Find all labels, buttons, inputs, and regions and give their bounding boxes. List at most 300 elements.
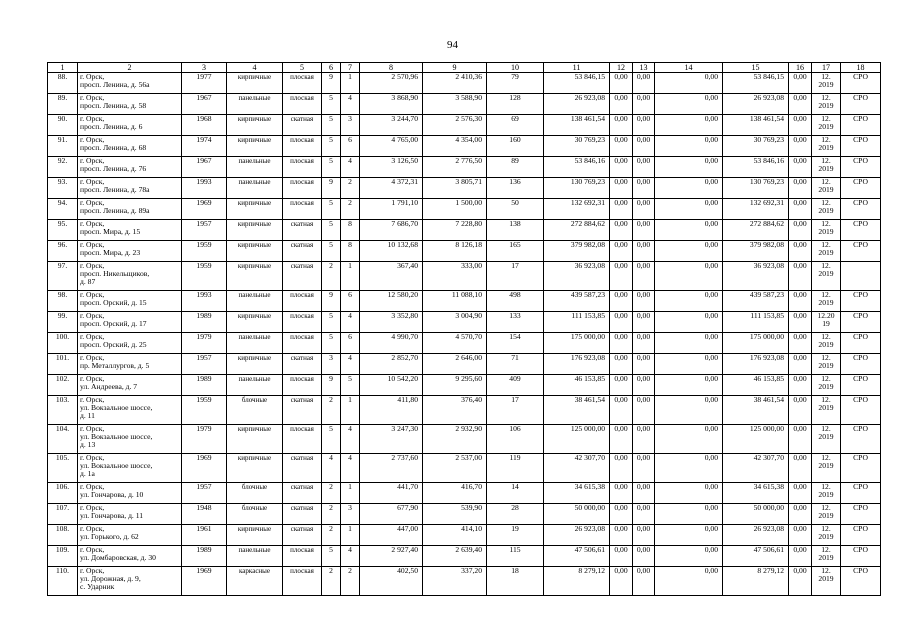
cost-cell: 0,00: [610, 483, 633, 504]
year-cell: 1957: [182, 220, 227, 241]
total-area-cell: 4 990,70: [360, 333, 423, 354]
cost-cell: 0,00: [633, 262, 655, 291]
total-area-cell: 3 352,80: [360, 312, 423, 333]
method-cell: СРО: [841, 375, 881, 396]
address-cell: г. Орск, просп. Никельщиков, д. 87: [78, 262, 182, 291]
total-area-cell: 677,90: [360, 504, 423, 525]
owner-funds-cell: 47 506,61: [723, 546, 789, 567]
total-cost-cell: 176 923,08: [544, 354, 610, 375]
owner-funds-cell: 38 461,54: [723, 396, 789, 425]
owner-funds-cell: 46 153,85: [723, 375, 789, 396]
method-cell: СРО: [841, 333, 881, 354]
cost-cell: 0,00: [610, 199, 633, 220]
deadline-cell: 12. 2019: [812, 199, 841, 220]
total-area-cell: 2 737,60: [360, 454, 423, 483]
address-cell: г. Орск, ул. Вокзальное шоссе, д. 1а: [78, 454, 182, 483]
cost-cell: 0,00: [633, 199, 655, 220]
residents-cell: 160: [487, 136, 544, 157]
residents-cell: 50: [487, 199, 544, 220]
cost-cell: 0,00: [789, 354, 812, 375]
housing-table: [47, 62, 881, 596]
living-area-cell: 3 588,90: [423, 94, 487, 115]
entrances-cell: 4: [341, 546, 360, 567]
cost-cell: 0,00: [789, 241, 812, 262]
total-area-cell: 10 542,20: [360, 375, 423, 396]
owner-funds-cell: 53 846,15: [723, 73, 789, 94]
living-area-cell: 2 639,40: [423, 546, 487, 567]
cost-cell: 0,00: [633, 504, 655, 525]
method-cell: СРО: [841, 178, 881, 199]
residents-cell: 119: [487, 454, 544, 483]
floors-cell: 5: [322, 425, 341, 454]
owner-funds-cell: 26 923,08: [723, 94, 789, 115]
total-cost-cell: 50 000,00: [544, 504, 610, 525]
cost-cell: 0,00: [633, 454, 655, 483]
total-area-cell: 3 126,50: [360, 157, 423, 178]
entrances-cell: 1: [341, 396, 360, 425]
living-area-cell: 4 570,70: [423, 333, 487, 354]
address-cell: г. Орск, просп. Ленина, д. 76: [78, 157, 182, 178]
total-area-cell: 2 852,70: [360, 354, 423, 375]
cost-cell: 0,00: [655, 73, 723, 94]
cost-cell: 0,00: [610, 262, 633, 291]
owner-funds-cell: 125 000,00: [723, 425, 789, 454]
roof-type-cell: скатная: [283, 262, 322, 291]
owner-funds-cell: 132 692,31: [723, 199, 789, 220]
floors-cell: 3: [322, 354, 341, 375]
row-number: 101.: [48, 354, 78, 375]
year-cell: 1969: [182, 454, 227, 483]
residents-cell: 165: [487, 241, 544, 262]
roof-type-cell: плоская: [283, 73, 322, 94]
cost-cell: 0,00: [655, 425, 723, 454]
cost-cell: 0,00: [655, 567, 723, 596]
entrances-cell: 2: [341, 199, 360, 220]
address-cell: г. Орск, просп. Ленина, д. 56а: [78, 73, 182, 94]
total-cost-cell: 53 846,16: [544, 157, 610, 178]
cost-cell: 0,00: [610, 504, 633, 525]
floors-cell: 5: [322, 241, 341, 262]
cost-cell: 0,00: [655, 241, 723, 262]
cost-cell: 0,00: [655, 483, 723, 504]
owner-funds-cell: 34 615,38: [723, 483, 789, 504]
cost-cell: 0,00: [789, 546, 812, 567]
cost-cell: 0,00: [789, 178, 812, 199]
floors-cell: 5: [322, 136, 341, 157]
entrances-cell: 1: [341, 525, 360, 546]
table-row: [48, 94, 881, 115]
wall-material-cell: кирпичные: [227, 220, 283, 241]
total-cost-cell: 125 000,00: [544, 425, 610, 454]
column-header: 8: [360, 63, 423, 73]
deadline-cell: 12. 2019: [812, 291, 841, 312]
total-area-cell: 4 372,31: [360, 178, 423, 199]
column-header: 1: [48, 63, 78, 73]
floors-cell: 5: [322, 157, 341, 178]
entrances-cell: 3: [341, 504, 360, 525]
owner-funds-cell: 36 923,08: [723, 262, 789, 291]
owner-funds-cell: 439 587,23: [723, 291, 789, 312]
table-row: [48, 567, 881, 596]
column-header: 2: [78, 63, 182, 73]
method-cell: СРО: [841, 567, 881, 596]
table-row: [48, 262, 881, 291]
owner-funds-cell: 26 923,08: [723, 525, 789, 546]
cost-cell: 0,00: [633, 115, 655, 136]
cost-cell: 0,00: [655, 375, 723, 396]
deadline-cell: 12. 2019: [812, 333, 841, 354]
entrances-cell: 8: [341, 220, 360, 241]
row-number: 97.: [48, 262, 78, 291]
owner-funds-cell: 138 461,54: [723, 115, 789, 136]
row-number: 107.: [48, 504, 78, 525]
column-header: 14: [655, 63, 723, 73]
table-row: [48, 483, 881, 504]
living-area-cell: 3 805,71: [423, 178, 487, 199]
cost-cell: 0,00: [789, 262, 812, 291]
table-row: [48, 136, 881, 157]
table-row: [48, 241, 881, 262]
deadline-cell: 12. 2019: [812, 157, 841, 178]
cost-cell: 0,00: [789, 94, 812, 115]
owner-funds-cell: 30 769,23: [723, 136, 789, 157]
year-cell: 1974: [182, 136, 227, 157]
deadline-cell: 12. 2019: [812, 220, 841, 241]
total-cost-cell: 8 279,12: [544, 567, 610, 596]
total-cost-cell: 30 769,23: [544, 136, 610, 157]
floors-cell: 5: [322, 94, 341, 115]
column-header: 11: [544, 63, 610, 73]
cost-cell: 0,00: [633, 333, 655, 354]
total-cost-cell: 26 923,08: [544, 525, 610, 546]
row-number: 108.: [48, 525, 78, 546]
owner-funds-cell: 130 769,23: [723, 178, 789, 199]
floors-cell: 5: [322, 546, 341, 567]
cost-cell: 0,00: [610, 546, 633, 567]
table-row: [48, 546, 881, 567]
floors-cell: 2: [322, 567, 341, 596]
wall-material-cell: панельные: [227, 546, 283, 567]
total-area-cell: 4 765,00: [360, 136, 423, 157]
roof-type-cell: скатная: [283, 504, 322, 525]
address-cell: г. Орск, просп. Орский, д. 15: [78, 291, 182, 312]
residents-cell: 128: [487, 94, 544, 115]
entrances-cell: 4: [341, 157, 360, 178]
residents-cell: 138: [487, 220, 544, 241]
total-cost-cell: 42 307,70: [544, 454, 610, 483]
deadline-cell: 12. 2019: [812, 396, 841, 425]
cost-cell: 0,00: [655, 312, 723, 333]
roof-type-cell: плоская: [283, 333, 322, 354]
total-area-cell: 411,80: [360, 396, 423, 425]
living-area-cell: 337,20: [423, 567, 487, 596]
cost-cell: 0,00: [789, 454, 812, 483]
roof-type-cell: плоская: [283, 94, 322, 115]
roof-type-cell: плоская: [283, 199, 322, 220]
column-header: 15: [723, 63, 789, 73]
year-cell: 1969: [182, 199, 227, 220]
row-number: 96.: [48, 241, 78, 262]
total-cost-cell: 53 846,15: [544, 73, 610, 94]
cost-cell: 0,00: [655, 291, 723, 312]
year-cell: 1959: [182, 241, 227, 262]
entrances-cell: 4: [341, 454, 360, 483]
total-cost-cell: 38 461,54: [544, 396, 610, 425]
cost-cell: 0,00: [633, 546, 655, 567]
address-cell: г. Орск, просп. Ленина, д. 89а: [78, 199, 182, 220]
residents-cell: 106: [487, 425, 544, 454]
total-cost-cell: 34 615,38: [544, 483, 610, 504]
residents-cell: 28: [487, 504, 544, 525]
residents-cell: 14: [487, 483, 544, 504]
floors-cell: 2: [322, 525, 341, 546]
living-area-cell: 2 776,50: [423, 157, 487, 178]
method-cell: СРО: [841, 136, 881, 157]
total-area-cell: 3 868,90: [360, 94, 423, 115]
floors-cell: 2: [322, 396, 341, 425]
cost-cell: 0,00: [655, 136, 723, 157]
cost-cell: 0,00: [655, 220, 723, 241]
year-cell: 1979: [182, 333, 227, 354]
cost-cell: 0,00: [633, 94, 655, 115]
deadline-cell: 12. 2019: [812, 567, 841, 596]
cost-cell: 0,00: [655, 546, 723, 567]
wall-material-cell: кирпичные: [227, 199, 283, 220]
year-cell: 1989: [182, 546, 227, 567]
table-row: [48, 504, 881, 525]
row-number: 98.: [48, 291, 78, 312]
cost-cell: 0,00: [633, 483, 655, 504]
column-header: 10: [487, 63, 544, 73]
table-row: [48, 199, 881, 220]
residents-cell: 409: [487, 375, 544, 396]
address-cell: г. Орск, ул. Андреева, д. 7: [78, 375, 182, 396]
owner-funds-cell: 272 884,62: [723, 220, 789, 241]
cost-cell: 0,00: [789, 483, 812, 504]
page-number: 94: [447, 39, 458, 51]
residents-cell: 69: [487, 115, 544, 136]
year-cell: 1969: [182, 567, 227, 596]
table-row: [48, 354, 881, 375]
row-number: 110.: [48, 567, 78, 596]
cost-cell: 0,00: [633, 136, 655, 157]
roof-type-cell: плоская: [283, 546, 322, 567]
method-cell: СРО: [841, 546, 881, 567]
total-area-cell: 12 580,20: [360, 291, 423, 312]
cost-cell: 0,00: [610, 157, 633, 178]
address-cell: г. Орск, ул. Дорожная, д. 9, с. Ударник: [78, 567, 182, 596]
residents-cell: 136: [487, 178, 544, 199]
residents-cell: 71: [487, 354, 544, 375]
method-cell: СРО: [841, 73, 881, 94]
total-cost-cell: 175 000,00: [544, 333, 610, 354]
cost-cell: 0,00: [610, 136, 633, 157]
entrances-cell: 6: [341, 136, 360, 157]
residents-cell: 18: [487, 567, 544, 596]
row-number: 99.: [48, 312, 78, 333]
cost-cell: 0,00: [789, 396, 812, 425]
cost-cell: 0,00: [633, 312, 655, 333]
total-cost-cell: 132 692,31: [544, 199, 610, 220]
entrances-cell: 6: [341, 291, 360, 312]
deadline-cell: 12. 2019: [812, 546, 841, 567]
year-cell: 1961: [182, 525, 227, 546]
cost-cell: 0,00: [789, 312, 812, 333]
table-row: [48, 454, 881, 483]
column-header: 13: [633, 63, 655, 73]
cost-cell: 0,00: [789, 333, 812, 354]
floors-cell: 4: [322, 454, 341, 483]
cost-cell: 0,00: [610, 115, 633, 136]
cost-cell: 0,00: [789, 291, 812, 312]
total-cost-cell: 46 153,85: [544, 375, 610, 396]
deadline-cell: 12. 2019: [812, 525, 841, 546]
table-row: [48, 73, 881, 94]
wall-material-cell: кирпичные: [227, 262, 283, 291]
living-area-cell: 376,40: [423, 396, 487, 425]
address-cell: г. Орск, просп. Мира, д. 15: [78, 220, 182, 241]
row-number: 100.: [48, 333, 78, 354]
method-cell: СРО: [841, 425, 881, 454]
cost-cell: 0,00: [789, 220, 812, 241]
year-cell: 1989: [182, 312, 227, 333]
total-cost-cell: 138 461,54: [544, 115, 610, 136]
roof-type-cell: плоская: [283, 312, 322, 333]
entrances-cell: 1: [341, 262, 360, 291]
cost-cell: 0,00: [610, 567, 633, 596]
floors-cell: 9: [322, 178, 341, 199]
total-area-cell: 447,00: [360, 525, 423, 546]
roof-type-cell: плоская: [283, 567, 322, 596]
living-area-cell: 539,90: [423, 504, 487, 525]
total-cost-cell: 111 153,85: [544, 312, 610, 333]
method-cell: СРО: [841, 396, 881, 425]
wall-material-cell: кирпичные: [227, 525, 283, 546]
cost-cell: 0,00: [655, 396, 723, 425]
cost-cell: 0,00: [610, 291, 633, 312]
deadline-cell: 12.20 19: [812, 312, 841, 333]
row-number: 105.: [48, 454, 78, 483]
owner-funds-cell: 8 279,12: [723, 567, 789, 596]
cost-cell: 0,00: [633, 291, 655, 312]
deadline-cell: 12. 2019: [812, 115, 841, 136]
table-row: [48, 291, 881, 312]
total-cost-cell: 439 587,23: [544, 291, 610, 312]
roof-type-cell: скатная: [283, 396, 322, 425]
cost-cell: 0,00: [610, 333, 633, 354]
entrances-cell: 1: [341, 483, 360, 504]
entrances-cell: 2: [341, 567, 360, 596]
address-cell: г. Орск, просп. Ленина, д. 6: [78, 115, 182, 136]
floors-cell: 5: [322, 115, 341, 136]
cost-cell: 0,00: [633, 425, 655, 454]
cost-cell: 0,00: [655, 178, 723, 199]
living-area-cell: 8 126,18: [423, 241, 487, 262]
row-number: 102.: [48, 375, 78, 396]
cost-cell: 0,00: [610, 312, 633, 333]
roof-type-cell: плоская: [283, 136, 322, 157]
cost-cell: 0,00: [633, 220, 655, 241]
wall-material-cell: блочные: [227, 396, 283, 425]
total-cost-cell: 130 769,23: [544, 178, 610, 199]
cost-cell: 0,00: [610, 396, 633, 425]
cost-cell: 0,00: [655, 262, 723, 291]
wall-material-cell: кирпичные: [227, 312, 283, 333]
method-cell: СРО: [841, 291, 881, 312]
residents-cell: 79: [487, 73, 544, 94]
row-number: 95.: [48, 220, 78, 241]
address-cell: г. Орск, пр. Металлургов, д. 5: [78, 354, 182, 375]
table-row: [48, 115, 881, 136]
cost-cell: 0,00: [610, 454, 633, 483]
method-cell: СРО: [841, 504, 881, 525]
year-cell: 1993: [182, 291, 227, 312]
roof-type-cell: плоская: [283, 157, 322, 178]
deadline-cell: 12. 2019: [812, 94, 841, 115]
entrances-cell: 3: [341, 115, 360, 136]
entrances-cell: 5: [341, 375, 360, 396]
total-area-cell: 2 927,40: [360, 546, 423, 567]
year-cell: 1968: [182, 115, 227, 136]
entrances-cell: 8: [341, 241, 360, 262]
total-area-cell: 3 247,30: [360, 425, 423, 454]
year-cell: 1967: [182, 157, 227, 178]
method-cell: СРО: [841, 115, 881, 136]
cost-cell: 0,00: [789, 73, 812, 94]
entrances-cell: 6: [341, 333, 360, 354]
address-cell: г. Орск, ул. Горького, д. 62: [78, 525, 182, 546]
total-area-cell: 3 244,70: [360, 115, 423, 136]
year-cell: 1959: [182, 396, 227, 425]
address-cell: г. Орск, ул. Вокзальное шоссе, д. 11: [78, 396, 182, 425]
roof-type-cell: скатная: [283, 241, 322, 262]
wall-material-cell: панельные: [227, 178, 283, 199]
column-header: 4: [227, 63, 283, 73]
floors-cell: 5: [322, 220, 341, 241]
living-area-cell: 2 410,36: [423, 73, 487, 94]
residents-cell: 154: [487, 333, 544, 354]
living-area-cell: 333,00: [423, 262, 487, 291]
table-row: [48, 425, 881, 454]
entrances-cell: 4: [341, 312, 360, 333]
wall-material-cell: каркасные: [227, 567, 283, 596]
address-cell: г. Орск, просп. Ленина, д. 78а: [78, 178, 182, 199]
address-cell: г. Орск, просп. Ленина, д. 68: [78, 136, 182, 157]
living-area-cell: 3 004,90: [423, 312, 487, 333]
total-cost-cell: 47 506,61: [544, 546, 610, 567]
floors-cell: 9: [322, 73, 341, 94]
cost-cell: 0,00: [789, 136, 812, 157]
row-number: 88.: [48, 73, 78, 94]
owner-funds-cell: 42 307,70: [723, 454, 789, 483]
deadline-cell: 12. 2019: [812, 262, 841, 291]
year-cell: 1959: [182, 262, 227, 291]
owner-funds-cell: 176 923,08: [723, 354, 789, 375]
cost-cell: 0,00: [789, 567, 812, 596]
cost-cell: 0,00: [789, 157, 812, 178]
column-header: 7: [341, 63, 360, 73]
cost-cell: 0,00: [789, 375, 812, 396]
column-header: 16: [789, 63, 812, 73]
deadline-cell: 12. 2019: [812, 73, 841, 94]
address-cell: г. Орск, ул. Домбаровская, д. 30: [78, 546, 182, 567]
row-number: 109.: [48, 546, 78, 567]
column-header: 6: [322, 63, 341, 73]
year-cell: 1957: [182, 483, 227, 504]
column-header: 18: [841, 63, 881, 73]
entrances-cell: 1: [341, 73, 360, 94]
deadline-cell: 12. 2019: [812, 136, 841, 157]
